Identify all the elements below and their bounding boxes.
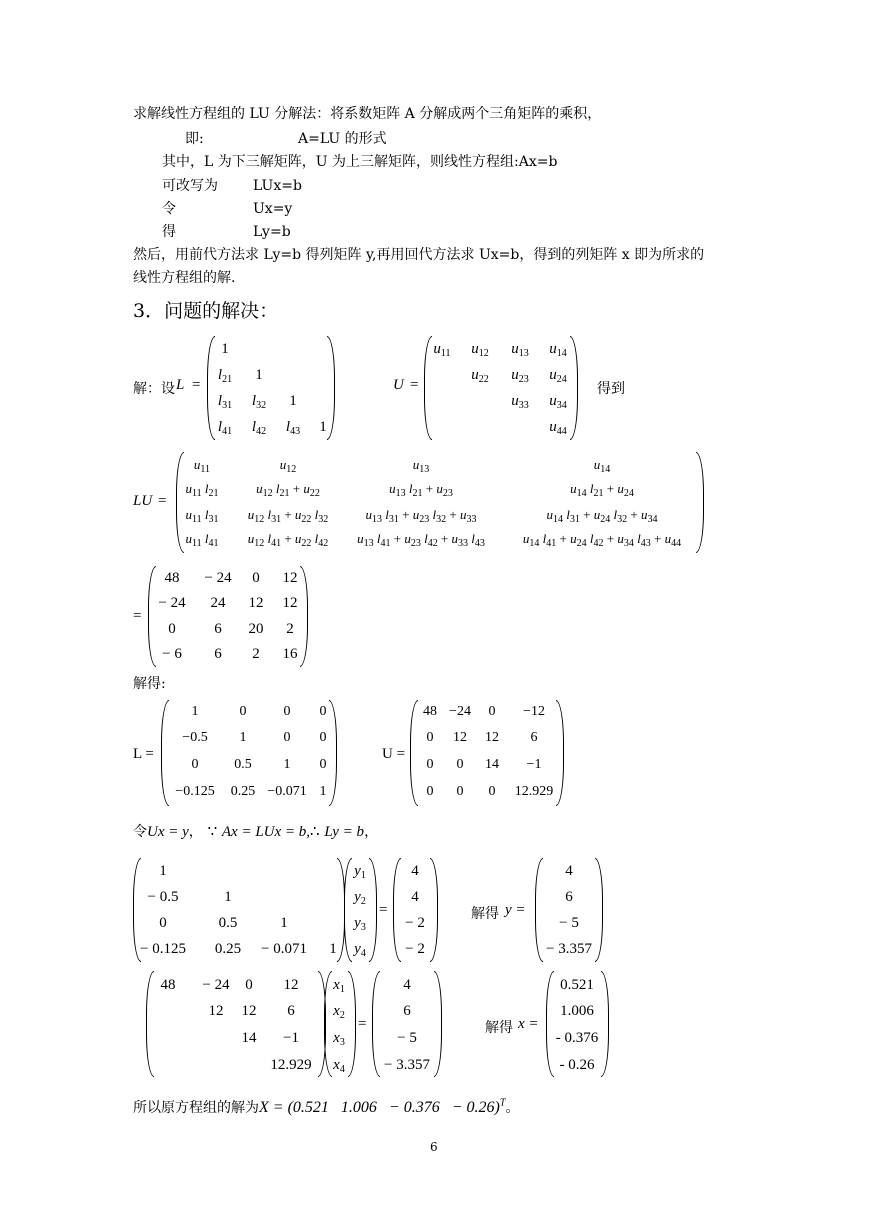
vector-entry: $y_1$ [354, 863, 366, 881]
matrix-cell: 16 [282, 646, 298, 662]
matrix-cell: $u_{13}$ $l_{31} + u_{23}$ $l_{32} + u_{33}$ [365, 507, 477, 525]
matrix-cell: $u_{44}$ [549, 419, 567, 437]
vector-entry: − 2 [405, 915, 425, 931]
matrix-cell: 2 [286, 621, 294, 637]
vector-entry: 4 [411, 863, 419, 879]
vector-entry: 4 [403, 977, 411, 993]
matrix-cell: −0.5 [182, 730, 208, 745]
matrix-cell: − 0.071 [261, 941, 307, 957]
matrix-cell: $u_{22}$ [471, 367, 489, 385]
setup-U-matrix [424, 336, 578, 440]
matrix-cell: $u_{11}$ $l_{31}$ [185, 507, 219, 525]
let-eq-1: Ux = y [147, 824, 189, 840]
setup-L-matrix [207, 336, 335, 440]
vector-entry: 4 [565, 863, 573, 879]
intro-then-line: 然后，用前代方法求 Ly=b 得列矩阵 y,再用回代方法求 Ux=b，得到的列矩阵 x 即为所求的 [133, 247, 705, 263]
ux-solve-label: 解得 [485, 1020, 513, 1036]
matrix-cell: $u_{11}$ $l_{21}$ [185, 481, 219, 499]
matrix-cell: 0.5 [234, 757, 252, 772]
matrix-cell: 12.929 [270, 1057, 312, 1073]
intro-row-1-label: 可改写为 [162, 178, 218, 194]
setup-U-name: U [393, 377, 404, 393]
matrix-cell: $l_{42}$ [251, 419, 267, 437]
matrix-cell: 12 [453, 730, 467, 745]
L-result-matrix [161, 700, 337, 806]
lu-eq: = [158, 493, 167, 509]
matrix-cell: $u_{14}$ $l_{41} + u_{24}$ $l_{42} + u_{34}$ $l_{43} + u_{44}$ [522, 531, 682, 549]
U-result-matrix [410, 700, 564, 806]
final-prefix: 所以原方程组的解为 [133, 1100, 259, 1116]
matrix-cell: 12 [283, 977, 299, 993]
matrix-cell: $l_{41}$ [217, 419, 233, 437]
setup-L-name: L [176, 377, 185, 393]
U-result-name: U = [382, 746, 406, 762]
final-transpose: T [499, 1097, 506, 1109]
solution-label: 解得: [133, 676, 166, 692]
matrix-cell: 0 [319, 757, 327, 772]
matrix-cell: 0 [319, 704, 327, 719]
ux-rhs-vector [372, 971, 442, 1077]
setup-L-eq: = [192, 377, 201, 393]
matrix-cell: 20 [248, 621, 264, 637]
final-end: 。 [505, 1100, 520, 1116]
matrix-cell: $u_{23}$ [511, 367, 529, 385]
matrix-cell: 6 [287, 1003, 295, 1019]
final-solution: X = (0.521 1.006 − 0.376 − 0.26) [259, 1099, 500, 1116]
vector-entry: $x_4$ [333, 1057, 345, 1075]
matrix-cell: 1 [239, 730, 247, 745]
let-sep-2: ， [364, 824, 379, 840]
matrix-cell: 0 [191, 757, 199, 772]
matrix-cell: 2 [252, 646, 260, 662]
matrix-cell: −12 [523, 704, 545, 719]
matrix-cell: $u_{13}$ [412, 457, 430, 475]
intro-line-2-eq: A=LU 的形式 [298, 131, 387, 147]
matrix-cell: 0 [283, 730, 291, 745]
matrix-cell: 0.5 [218, 915, 238, 931]
ly-y-vector [344, 858, 377, 962]
matrix-cell: $u_{14}$ $l_{31} + u_{24}$ $l_{32} + u_{34}$ [546, 507, 658, 525]
matrix-cell: 0 [456, 757, 464, 772]
intro-row-3-eq: Ly=b [253, 224, 291, 240]
matrix-cell: $u_{12}$ $l_{21} + u_{22}$ [256, 481, 320, 499]
matrix-cell: 0 [488, 784, 496, 799]
matrix-cell: −1 [283, 1030, 299, 1046]
matrix-cell: $u_{33}$ [511, 393, 529, 411]
matrix-cell: $u_{11}$ $l_{41}$ [185, 531, 219, 549]
matrix-cell: 14 [241, 1030, 257, 1046]
because-symbol: ∵ [207, 824, 218, 840]
matrix-cell: 0.25 [230, 784, 256, 799]
matrix-cell: $u_{11}$ [193, 457, 211, 475]
vector-entry: - 0.26 [559, 1057, 595, 1073]
matrix-cell: $u_{24}$ [549, 367, 567, 385]
matrix-cell: $l_{31}$ [217, 393, 233, 411]
matrix-cell: 0 [239, 704, 247, 719]
intro-row-1-eq: LUx=b [253, 178, 302, 194]
matrix-cell: 0 [488, 704, 496, 719]
matrix-cell: 12.929 [514, 784, 554, 799]
intro-row-3-label: 得 [162, 224, 176, 240]
vector-entry: − 2 [405, 941, 425, 957]
matrix-cell: 0 [456, 784, 464, 799]
matrix-cell: 6 [214, 646, 222, 662]
ux-x-vector [324, 971, 356, 1077]
matrix-cell: 1 [255, 367, 263, 383]
matrix-cell: − 24 [202, 977, 230, 993]
matrix-cell: 1 [319, 419, 327, 435]
matrix-cell: 1 [280, 915, 288, 931]
matrix-cell: $u_{12}$ $l_{31} + u_{22}$ $l_{32}$ [247, 507, 329, 525]
ly-L-matrix [133, 858, 345, 962]
final-line [133, 1097, 519, 1117]
matrix-cell: − 6 [162, 646, 182, 662]
matrix-cell: 12 [248, 595, 264, 611]
intro-line-2-label: 即: [185, 131, 204, 147]
matrix-cell: 0 [159, 915, 167, 931]
vector-entry: $x_1$ [333, 977, 345, 995]
matrix-cell: 12 [282, 570, 298, 586]
vector-entry: $y_4$ [354, 941, 366, 959]
ux-eq: = [358, 1016, 367, 1032]
matrix-cell: $u_{14}$ $l_{21} + u_{24}$ [570, 481, 634, 499]
matrix-cell: $l_{43}$ [285, 419, 301, 437]
vector-entry: − 5 [397, 1030, 417, 1046]
matrix-cell: 1 [159, 863, 167, 879]
matrix-cell: 0 [168, 621, 176, 637]
matrix-cell: − 0.5 [147, 889, 179, 905]
vector-entry: 4 [411, 889, 419, 905]
vector-entry: 6 [565, 889, 573, 905]
L-result-name: L = [133, 746, 154, 762]
intro-line-3: 其中，L 为下三解矩阵，U 为上三解矩阵，则线性方程组:Ax=b [162, 154, 558, 170]
vector-entry: - 0.376 [555, 1030, 599, 1046]
ux-x-result-vector [546, 971, 609, 1077]
matrix-cell: 0 [319, 730, 327, 745]
ly-b-vector [393, 858, 438, 962]
matrix-cell: 0.25 [214, 941, 242, 957]
matrix-cell: 0 [426, 757, 434, 772]
vector-entry: 0.521 [560, 977, 594, 993]
ux-x-name: x = [518, 1016, 539, 1032]
matrix-cell: −1 [526, 757, 542, 772]
matrix-cell: $u_{34}$ [549, 393, 567, 411]
lu-name: LU [133, 493, 153, 509]
matrix-cell: 0 [252, 570, 260, 586]
matrix-cell: 1 [319, 784, 327, 799]
ly-solve-label: 解得 [471, 906, 499, 922]
page-number: 6 [430, 1140, 438, 1154]
matrix-cell: −0.071 [267, 784, 307, 799]
matrix-cell: 1 [329, 941, 337, 957]
vector-entry: $y_2$ [354, 889, 366, 907]
matrix-cell: $u_{13}$ $l_{41} + u_{23}$ $l_{42} + u_{33}$ $l_{43}$ [357, 531, 485, 549]
matrix-cell: 1 [224, 889, 232, 905]
matrix-cell: 12 [208, 1003, 224, 1019]
matrix-cell: 12 [282, 595, 298, 611]
matrix-cell: $u_{12}$ [471, 341, 489, 359]
let-eq-3: Ly = b [324, 824, 365, 840]
matrix-cell: $u_{12}$ [279, 457, 297, 475]
A-eq: = [133, 608, 142, 624]
vector-entry: $x_3$ [333, 1030, 345, 1048]
ux-U-matrix [146, 971, 326, 1077]
vector-entry: − 5 [559, 915, 579, 931]
setup-prefix: 解：设 [133, 381, 175, 397]
matrix-cell: $u_{13}$ $l_{21} + u_{23}$ [389, 481, 453, 499]
lu-product-matrix [176, 452, 704, 553]
matrix-cell: − 24 [204, 570, 232, 586]
matrix-cell: −0.125 [175, 784, 215, 799]
matrix-cell: $u_{13}$ [511, 341, 529, 359]
setup-U-eq: = [410, 377, 419, 393]
matrix-cell: 0 [426, 730, 434, 745]
section-heading: 3．问题的解决： [133, 300, 279, 322]
matrix-cell: 48 [164, 570, 180, 586]
therefore-symbol: ∴ [310, 824, 320, 840]
matrix-cell: −24 [449, 704, 471, 719]
matrix-cell: $u_{11}$ [433, 341, 451, 359]
matrix-cell: $u_{14}$ [593, 457, 611, 475]
matrix-cell: 6 [214, 621, 222, 637]
ly-eq: = [379, 902, 388, 918]
vector-entry: $y_3$ [354, 915, 366, 933]
matrix-cell: − 0.125 [140, 941, 186, 957]
vector-entry: $x_2$ [333, 1003, 345, 1021]
matrix-cell: 12 [485, 730, 499, 745]
matrix-cell: 48 [160, 977, 176, 993]
let-prefix: 令 [133, 824, 147, 840]
vector-entry: 1.006 [560, 1003, 594, 1019]
intro-row-2-label: 令 [162, 201, 176, 217]
A-matrix [148, 566, 308, 667]
matrix-cell: 1 [283, 757, 291, 772]
matrix-cell: 1 [289, 393, 297, 409]
intro-then-line-2: 线性方程组的解. [133, 270, 236, 286]
matrix-cell: 14 [485, 757, 499, 772]
ly-y-name: y = [505, 902, 526, 918]
vector-entry: − 3.357 [384, 1057, 430, 1073]
matrix-cell: 1 [191, 704, 199, 719]
matrix-cell: 0 [283, 704, 291, 719]
matrix-cell: 0 [245, 977, 253, 993]
let-line [133, 821, 378, 841]
setup-obtain: 得到 [597, 381, 625, 397]
vector-entry: − 3.357 [546, 941, 592, 957]
matrix-cell: $u_{14}$ [549, 341, 567, 359]
matrix-cell: 12 [241, 1003, 257, 1019]
ly-y-result-vector [535, 858, 603, 962]
matrix-cell: $l_{32}$ [251, 393, 267, 411]
let-eq-2: Ax = LUx = b, [221, 824, 311, 840]
matrix-cell: 24 [210, 595, 226, 611]
matrix-cell: 0 [426, 784, 434, 799]
matrix-cell: 6 [530, 730, 538, 745]
matrix-cell: 48 [423, 704, 437, 719]
intro-row-2-eq: Ux=y [253, 201, 293, 217]
vector-entry: 6 [403, 1003, 411, 1019]
intro-line-1: 求解线性方程组的 LU 分解法：将系数矩阵 A 分解成两个三角矩阵的乘积， [133, 106, 602, 122]
matrix-cell: − 24 [158, 595, 186, 611]
matrix-cell: $l_{21}$ [217, 367, 233, 385]
matrix-cell: 1 [221, 341, 229, 357]
matrix-cell: $u_{12}$ $l_{41} + u_{22}$ $l_{42}$ [247, 531, 329, 549]
let-sep-1: ， [188, 824, 203, 840]
